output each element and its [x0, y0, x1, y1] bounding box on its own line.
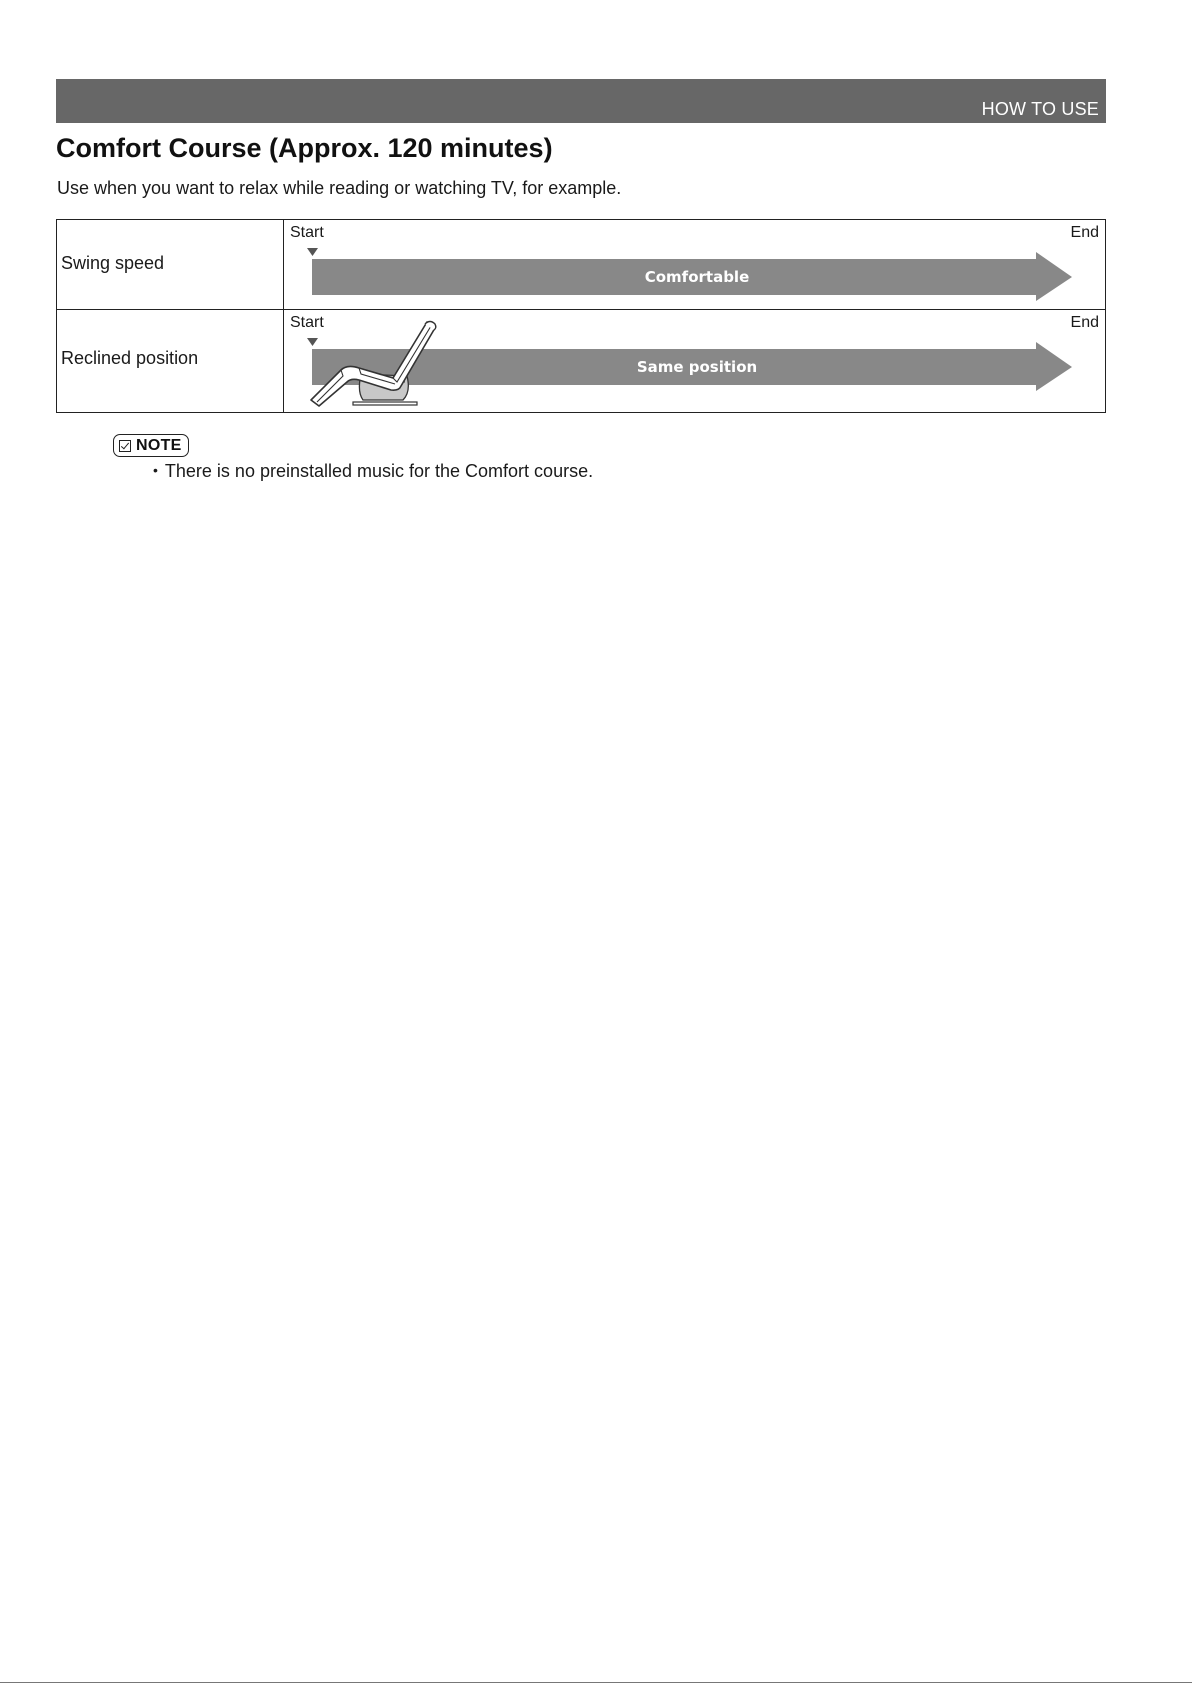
row-label-swing-speed: Swing speed	[61, 253, 165, 273]
bullet-icon: •	[153, 462, 158, 478]
start-label: Start	[290, 224, 324, 241]
swing-speed-bar-text: Comfortable	[644, 268, 750, 286]
end-label: End	[1070, 314, 1099, 331]
reclined-position-bar-text: Same position	[636, 358, 758, 376]
course-timeline-table	[56, 219, 1106, 413]
row-divider	[57, 309, 1105, 310]
section-header-bar	[56, 79, 1106, 123]
end-label: End	[1070, 224, 1099, 241]
page-intro: Use when you want to relax while reading or watching TV, for example.	[57, 178, 622, 198]
checkbox-icon	[119, 440, 131, 452]
start-label: Start	[290, 314, 324, 331]
page-title: Comfort Course (Approx. 120 minutes)	[56, 133, 553, 163]
start-marker-icon	[307, 248, 318, 256]
row-label-reclined-position: Reclined position	[61, 348, 199, 368]
reclining-chair-icon	[307, 320, 437, 410]
swing-speed-timeline	[307, 248, 1097, 304]
note-badge	[113, 434, 189, 457]
note-item	[153, 461, 593, 482]
section-label: HOW TO USE	[981, 99, 1099, 119]
column-divider	[283, 220, 284, 412]
note-label: NOTE	[136, 436, 182, 454]
note-item-text: There is no preinstalled music for the Comfort course.	[164, 461, 594, 481]
page-bottom-rule	[0, 1682, 1192, 1683]
